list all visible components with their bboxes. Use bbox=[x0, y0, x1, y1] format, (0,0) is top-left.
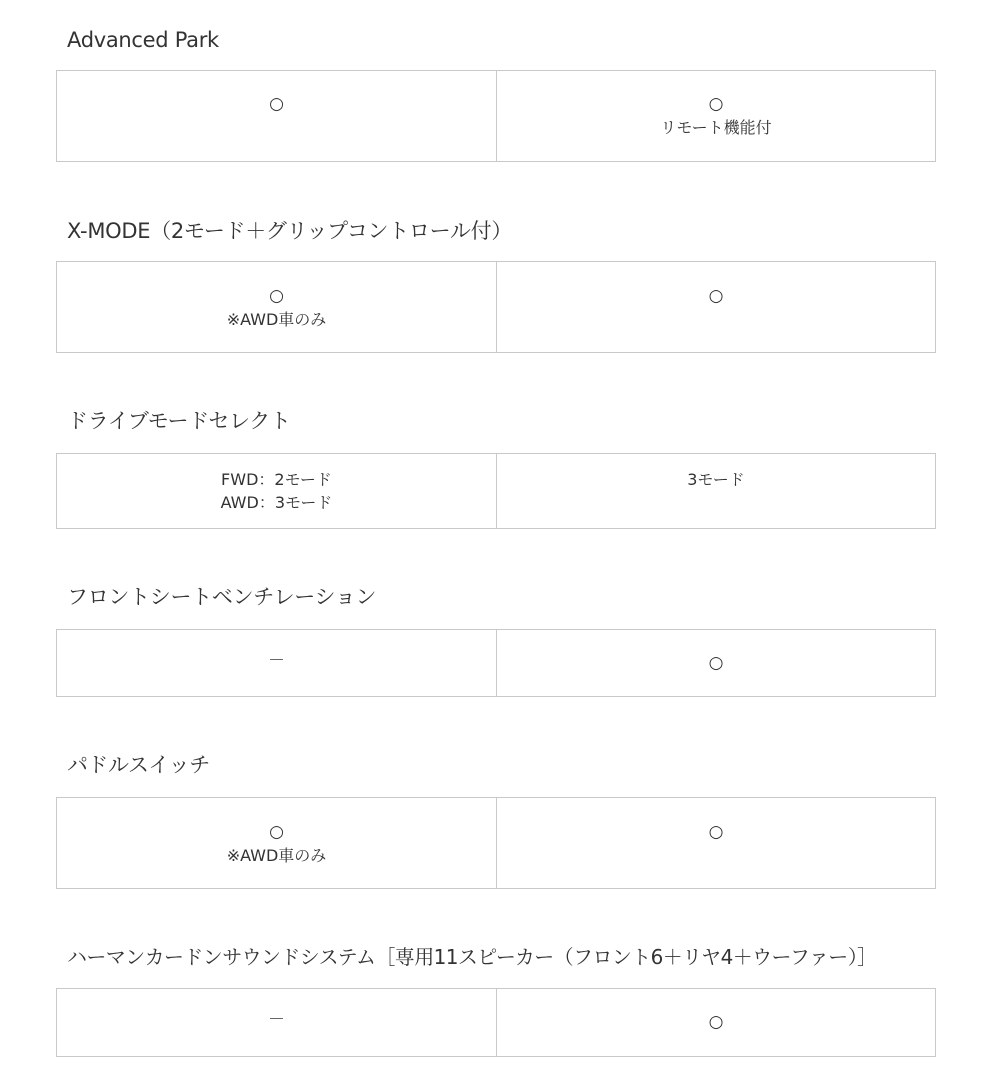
section-title: パドルスイッチ bbox=[67, 753, 211, 777]
spec-table bbox=[56, 988, 936, 1057]
spec-table bbox=[56, 629, 936, 697]
section-title: ドライブモードセレクト bbox=[67, 409, 291, 433]
spec-cell-right bbox=[496, 630, 935, 696]
spec-cell-left bbox=[57, 71, 496, 161]
cell-note: ※AWD車のみ bbox=[226, 846, 327, 865]
unavailable-mark: － bbox=[268, 1010, 285, 1030]
cell-note: ※AWD車のみ bbox=[226, 310, 327, 329]
section-title: フロントシートベンチレーション bbox=[67, 585, 377, 609]
cell-note: リモート機能付 bbox=[660, 118, 772, 137]
spec-cell-left bbox=[57, 262, 496, 352]
spec-table bbox=[56, 797, 936, 889]
spec-table bbox=[56, 70, 936, 162]
section-title: Advanced Park bbox=[67, 28, 219, 52]
availability-mark: ○ bbox=[269, 286, 284, 306]
spec-cell-right bbox=[496, 71, 935, 161]
spec-cell-left bbox=[57, 454, 496, 528]
spec-cell-right bbox=[496, 989, 935, 1056]
availability-mark: ○ bbox=[708, 94, 724, 114]
spec-cell-left bbox=[57, 798, 496, 888]
spec-cell-right bbox=[496, 798, 935, 888]
availability-mark: ○ bbox=[708, 1012, 724, 1032]
section-title: X-MODE（2モード＋グリップコントロール付） bbox=[67, 219, 513, 243]
spec-cell-left bbox=[57, 630, 496, 696]
spec-cell-right bbox=[496, 262, 935, 352]
spec-cell-right bbox=[496, 454, 935, 528]
availability-mark: ○ bbox=[708, 822, 724, 842]
spec-table bbox=[56, 261, 936, 353]
availability-mark: ○ bbox=[708, 286, 724, 306]
spec-cell-left bbox=[57, 989, 496, 1056]
unavailable-mark: － bbox=[268, 651, 285, 671]
availability-mark: ○ bbox=[269, 94, 284, 114]
cell-text: FWD：2モード bbox=[221, 470, 332, 489]
section-title: ハーマンカードンサウンドシステム［専用11スピーカー（フロント6＋リヤ4＋ウーファー）］ bbox=[67, 945, 877, 969]
spec-table bbox=[56, 453, 936, 529]
cell-text: AWD：3モード bbox=[220, 493, 333, 512]
availability-mark: ○ bbox=[708, 653, 724, 673]
cell-text: 3モード bbox=[687, 470, 745, 489]
availability-mark: ○ bbox=[269, 822, 284, 842]
